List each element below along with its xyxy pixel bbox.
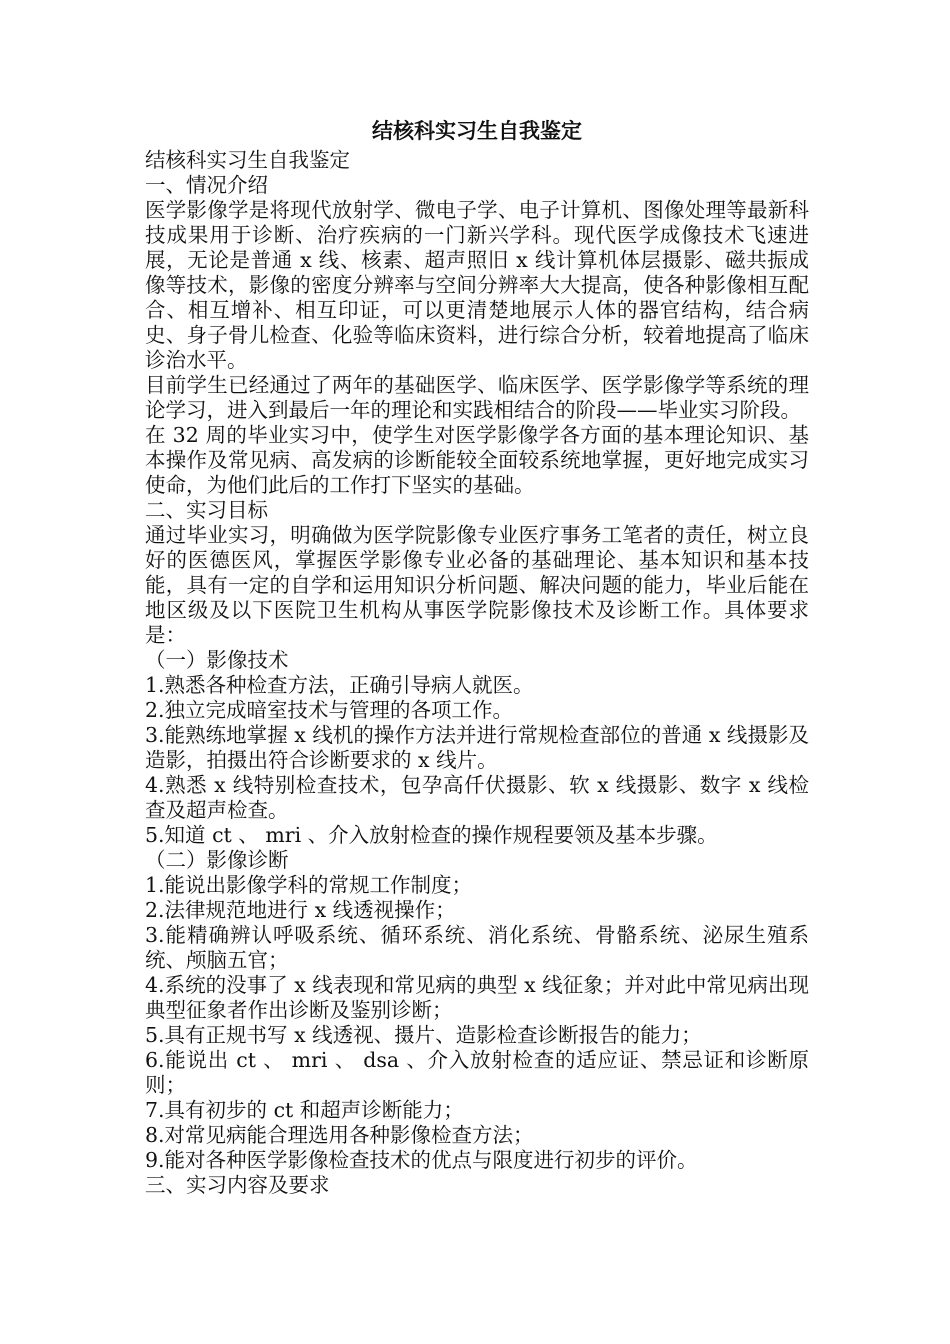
subsection-heading-imaging-tech: （一）影像技术 (145, 648, 289, 672)
list-item: 6.能说出 ct 、 mri 、 dsa 、介入放射检查的适应证、禁忌证和诊断原则； (145, 1048, 809, 1097)
paragraph-goals: 通过毕业实习，明确做为医学院影像专业医疗事务工笔者的责任，树立良好的医德医风，掌握医学影像专业必备的基础理论、基本知识和基本技能，具有一定的自学和运用知识分析问题、解决问题的能力，毕业后能在地区级及以下医院卫生机构从事医学院影像技术及诊断工作。具体要求是： (145, 523, 809, 647)
document-title: 结核科实习生自我鉴定 (372, 118, 582, 143)
paragraph-current-students: 目前学生已经通过了两年的基础医学、临床医学、医学影像学等系统的理论学习，进入到最后一年的理论和实践相结合的阶段——毕业实习阶段。 (145, 373, 809, 422)
list-item: 4.系统的没事了 x 线表现和常见病的典型 x 线征象；并对此中常见病出现典型征象者作出诊断及鉴别诊断； (145, 973, 809, 1022)
paragraph-intro: 医学影像学是将现代放射学、微电子学、电子计算机、图像处理等最新科技成果用于诊断、治疗疾病的一门新兴学科。现代医学成像技术飞速进展，无论是普通 x 线、核素、超声照旧 x 线计算机体层摄影、磁共振成像等技术，影像的密度分辨率与空间分辨率大大提高，使各种影像相互配合、相互增补、相互印证，可以更清楚地展示人体的器官结构，结合病史、身子骨儿检查、化验等临床资料，进行综合分析，较着地提高了临床诊治水平。 (145, 198, 809, 372)
list-item: 3.能熟练地掌握 x 线机的操作方法并进行常规检查部位的普通 x 线摄影及造影，拍摄出符合诊断要求的 x 线片。 (145, 723, 809, 772)
list-item: 1.能说出影像学科的常规工作制度； (145, 873, 473, 897)
document-subtitle: 结核科实习生自我鉴定 (145, 148, 350, 172)
list-item: 1.熟悉各种检查方法，正确引导病人就医。 (145, 673, 534, 697)
list-item: 2.法律规范地进行 x 线透视操作； (145, 898, 456, 922)
list-item: 8.对常见病能合理选用各种影像检查方法； (145, 1123, 534, 1147)
paragraph-internship-weeks: 在 32 周的毕业实习中，使学生对医学影像学各方面的基本理论知识、基本操作及常见病、高发病的诊断能较全面较系统地掌握，更好地完成实习使命，为他们此后的工作打下坚实的基础。 (145, 423, 809, 497)
document-page (145, 118, 809, 1198)
list-item: 9.能对各种医学影像检查技术的优点与限度进行初步的评价。 (145, 1148, 698, 1172)
list-item: 3.能精确辨认呼吸系统、循环系统、消化系统、骨骼系统、泌尿生殖系统、颅脑五官； (145, 923, 809, 972)
list-item: 2.独立完成暗室技术与管理的各项工作。 (145, 698, 514, 722)
list-item: 7.具有初步的 ct 和超声诊断能力； (145, 1098, 464, 1122)
list-item: 5.知道 ct 、 mri 、介入放射检查的操作规程要领及基本步骤。 (145, 823, 718, 847)
subsection-heading-imaging-diagnosis: （二）影像诊断 (145, 848, 289, 872)
section-heading-content: 三、实习内容及要求 (145, 1173, 330, 1197)
list-item: 5.具有正规书写 x 线透视、摄片、造影检查诊断报告的能力； (145, 1023, 702, 1047)
section-heading-situation: 一、情况介绍 (145, 173, 268, 197)
list-item: 4.熟悉 x 线特别检查技术，包孕高仟伏摄影、软 x 线摄影、数字 x 线检查及超声检查。 (145, 773, 809, 822)
section-heading-goals: 二、实习目标 (145, 498, 268, 522)
